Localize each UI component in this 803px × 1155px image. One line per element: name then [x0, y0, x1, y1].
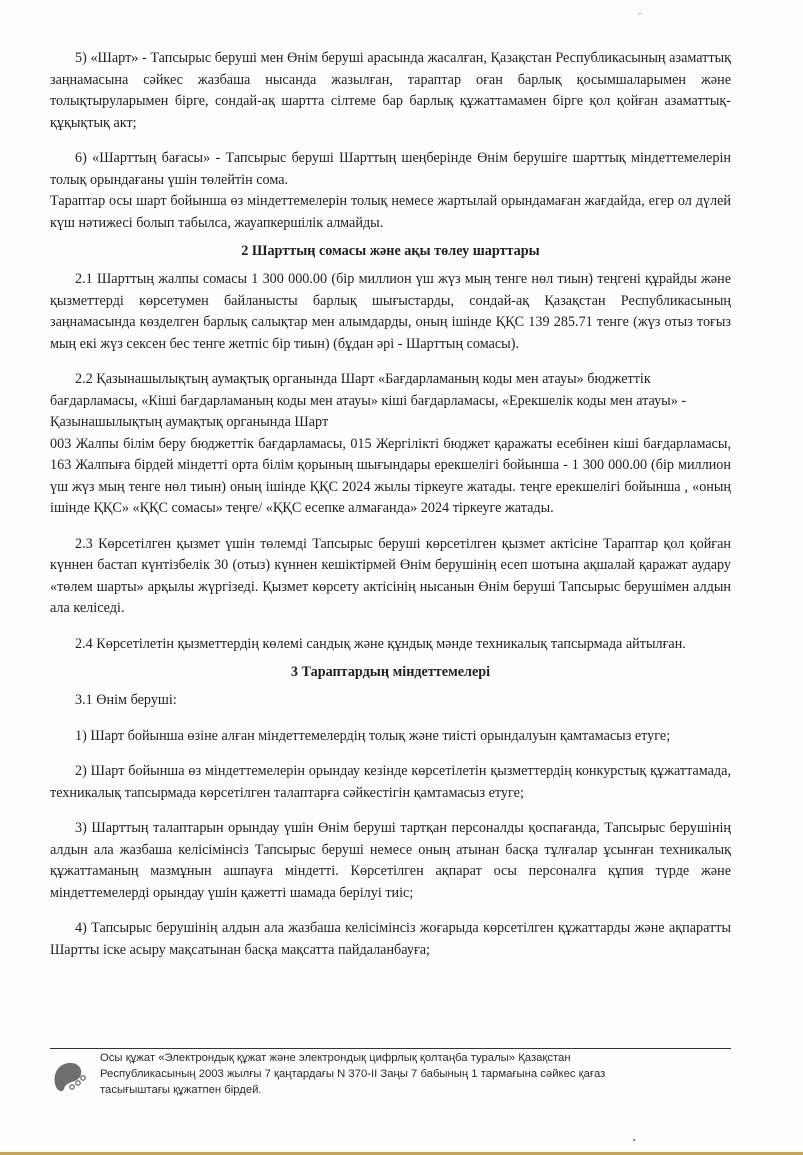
clause-2-2-details: 003 Жалпы білім беру бюджеттік бағдарламасы, 015 Жергілікті бюджет қаражаты есебінен кіші бағдарламасы, 163 Жалпыға бірдей міндетті орта білім қорының шығындары ерекшелігі бойынша - 1 300 000.00 (бір миллион үш жүз мың тенге нөл тиын) оның ішінде ҚҚС 2024 жылы тіркеуге жатады. теңге ерекшелігі бойынша , «оның ішінде ҚҚС» «ҚҚС сомасы» теңге/ «ҚҚС есепке алмағанда» 2024 тіркеуге жатады. — [50, 435, 731, 516]
obligation-item-1: 1) Шарт бойынша өзіне алған міндеттемелердің толық және тиісті орындалуын қамтамасыз етуге; — [75, 727, 671, 744]
obligation-item-4: 4) Тапсырыс берушінің алдын ала жазбаша келісімінсіз жоғарыда көрсетілген құжаттарды және ақпаратты Шартты іске асыру мақсатынан басқа мақсатта пайдаланбауға; — [50, 920, 731, 958]
section-3-heading: 3 Тараптардың міндеттемелері — [290, 664, 491, 680]
clause-2-4: 2.4 Көрсетілетін қызметтердің көлемі сандық және құндық мәнде техникалық тапсырмада айтылған. — [75, 635, 686, 652]
clause-2-1: 2.1 Шарттың жалпы сомасы 1 300 000.00 (бір миллион үш жүз мың тенге нөл тиын) теңгені құрайды және қызметтерді көрсетумен байланысты барлық шығыстарды, сондай-ақ Қазақстан Республикасының заңнамасында көзделген барлық салықтар мен алымдарды, оның ішінде ҚҚС 139 285.71 тенге (жүз отыз тоғыз мың екі жүз сексен бес тенге жетпіс бір тиын) (бұдан әрі - Шарттың сомасы). — [50, 271, 731, 352]
scan-artifact-mark: ⌐ — [638, 10, 642, 18]
force-majeure-paragraph: Тараптар осы шарт бойынша өз міндеттемелерін толық немесе жартылай орындамаған жағдайда, егер ол дүлей күш нәтижесі болып табылса, жауапкершілік алмайды. — [50, 193, 731, 231]
definition-6: 6) «Шарттың бағасы» - Тапсырыс беруші Шарттың шеңберінде Өнім берушіге шарттық міндеттемелерін толық орындағаны үшін төлейтін сома. — [50, 150, 731, 188]
document-body — [50, 48, 731, 961]
obligation-item-3: 3) Шарттың талаптарын орындау үшін Өнім беруші тартқан персоналды қоспағанда, Тапсырыс берушінің алдын ала жазбаша келісімінсіз Тапсырыс беруші немесе оның атынан басқа тұлғалар ұсынған техникалық құжаттаманың мазмұнын ашпауға міндетті. Көрсетілген ақпарат осы персоналға құпия түрде және міндеттемелерді орындау үшін қажетті шамада берілуі тиіс; — [50, 820, 731, 901]
e-gov-seal-icon — [50, 1057, 90, 1097]
footer-line-1: Осы құжат «Электрондық құжат және электрондық цифрлық қолтаңба туралы» Қазақстан — [100, 1052, 571, 1064]
scan-artifact-mark: ▪ — [633, 1136, 636, 1144]
section-2-heading: 2 Шарттың сомасы және ақы төлеу шарттары — [241, 243, 540, 259]
footer-divider — [50, 1048, 731, 1049]
clause-2-3: 2.3 Көрсетілген қызмет үшін төлемді Тапсырыс беруші көрсетілген қызмет актісіне Тараптар қол қойған күннен бастап күнтізбелік 30 (отыз) күннен кешіктірмей Өнім берушінің есеп шотына ақшалай қаражат аудару «төлем шарты» арқылы жүргізеді. Қызмет көрсету актісінің нысанын Өнім беруші Тапсырыс берушімен алдын ала келіседі. — [50, 535, 731, 616]
footer-line-3: тасығыштағы құжатпен бірдей. — [100, 1084, 262, 1096]
clause-3-1: 3.1 Өнім беруші: — [75, 692, 177, 708]
obligation-item-2: 2) Шарт бойынша өз міндеттемелерін орындау кезінде көрсетілетін қызметтердің конкурстық құжаттамада, техникалық тапсырмада көрсетілген талаптарға сәйкестігін қамтамасыз етуге; — [50, 763, 731, 801]
footer-line-2: Республикасының 2003 жылғы 7 қаңтардағы N 370-II Заңы 7 бабының 1 тармағына сәйкес қағаз — [100, 1068, 606, 1080]
e-document-notice — [100, 1050, 730, 1098]
definition-5: 5) «Шарт» - Тапсырыс беруші мен Өнім беруші арасында жасалған, Қазақстан Республикасының азаматтық заңнамасына сәйкес жазбаша нысанда жазылған, тараптар оған барлық қосымшаларымен және толықтыруларымен бірге, сондай-ақ шартта сілтеме бар барлық құжаттамамен бірге қол қойған азаматтық-құқықтық акт; — [50, 50, 731, 131]
clause-2-2-intro: 2.2 Қазынашылықтың аумақтық органында Шарт «Бағдарламаның коды мен атауы» бюджеттік бағдарламасы, «Кіші бағдарламаның коды мен атауы» кіші бағдарламасы, «Ерекшелік коды мен атауы» - Қазынашылықтың аумақтық органында Шарт — [50, 371, 687, 430]
